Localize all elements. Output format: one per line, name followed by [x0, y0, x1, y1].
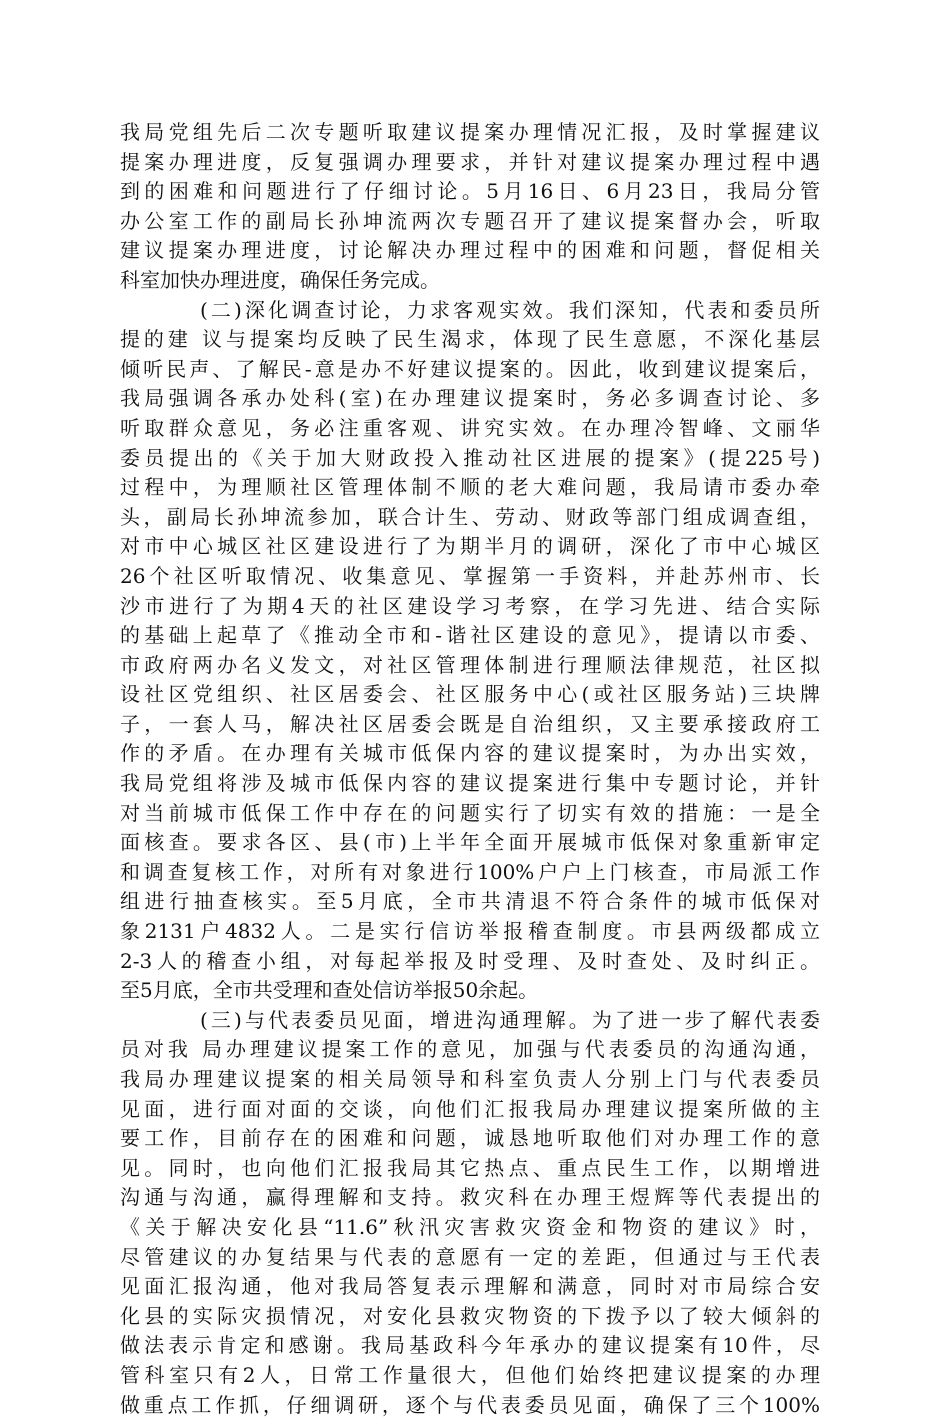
paragraph-line: 对市中心城区社区建设进行了为期半月的调研，深化了市中心城区: [120, 534, 820, 559]
paragraph-line: 《关于解决安化县“11.6”秋汛灾害救灾资金和物资的建议》时，: [120, 1214, 820, 1239]
paragraph-line: 委员提出的《关于加大财政投入推动社区进展的提案》(提225号): [120, 445, 820, 470]
paragraph-line: 办公室工作的副局长孙坤流两次专题召开了建议提案督办会，听取: [120, 208, 820, 233]
paragraph-line: 见。同时，也向他们汇报我局其它热点、重点民生工作，以期增进: [120, 1155, 820, 1180]
paragraph-line: 见面汇报沟通，他对我局答复表示理解和满意，同时对市局综合安: [120, 1274, 820, 1299]
paragraph-line: 子，一套人马，解决社区居委会既是自治组织，又主要承接政府工: [120, 711, 820, 736]
paragraph-line: 化县的实际灾损情况，对安化县救灾物资的下拨予以了较大倾斜的: [120, 1303, 820, 1328]
paragraph: [120, 1006, 820, 1420]
paragraph-line: 提的建 议与提案均反映了民生渴求，体现了民生意愿，不深化基层: [120, 327, 820, 352]
paragraph-line: 的基础上起草了《推动全市和-谐社区建设的意见》，提请以市委、: [120, 623, 820, 648]
paragraph-line: (三)与代表委员见面，增进沟通理解。为了进一步了解代表委: [200, 1007, 820, 1032]
paragraph-line: 提案办理进度，反复强调办理要求，并针对建议提案办理过程中遇: [120, 149, 820, 174]
paragraph-line: 做重点工作抓，仔细调研，逐个与代表委员见面，确保了三个100%: [120, 1392, 820, 1417]
paragraph-line: 我局办理建议提案的相关局领导和科室负责人分别上门与代表委员: [120, 1067, 820, 1091]
paragraph-line: 管科室只有2人，日常工作量很大，但他们始终把建议提案的办理: [120, 1362, 820, 1387]
paragraph-line: 要工作，目前存在的困难和问题，诚恳地听取他们对办理工作的意: [120, 1126, 820, 1151]
paragraph-line: 象2131户4832人。二是实行信访举报稽查制度。市县两级都成立: [120, 919, 820, 944]
paragraph-line: 做法表示肯定和感谢。我局基政科今年承办的建议提案有10件，尽: [120, 1333, 820, 1358]
paragraph-line: 我局党组先后二次专题听取建议提案办理情况汇报，及时掌握建议: [120, 120, 820, 144]
paragraph-line: 市政府两办名义发文，对社区管理体制进行理顺法律规范，社区拟: [120, 652, 820, 677]
paragraph-line: 建议提案办理进度，讨论解决办理过程中的困难和问题，督促相关: [120, 238, 820, 263]
paragraph-line: 见面，进行面对面的交谈，向他们汇报我局办理建议提案所做的主: [120, 1096, 820, 1121]
paragraph-line: 沟通与沟通，赢得理解和支持。救灾科在办理王煜辉等代表提出的: [120, 1185, 820, 1210]
paragraph-line: 2-3人的稽查小组，对每起举报及时受理、及时查处、及时纠正。: [120, 948, 820, 973]
paragraph-line: 设社区党组织、社区居委会、社区服务中心(或社区服务站)三块牌: [120, 682, 820, 707]
paragraph-line: 对当前城市低保工作中存在的问题实行了切实有效的措施：一是全: [120, 800, 820, 825]
paragraph-line: 员对我 局办理建议提案工作的意见，加强与代表委员的沟通沟通，: [120, 1037, 820, 1062]
paragraph-line: 26个社区听取情况、收集意见、掌握第一手资料，并赴苏州市、长: [120, 563, 820, 588]
paragraph-line: 我局强调各承办处科(室)在办理建议提案时，务必多调查讨论、多: [120, 386, 820, 411]
paragraph-line: 到的困难和问题进行了仔细讨论。5月16日、6月23日，我局分管: [120, 179, 820, 204]
paragraph-line: 作的矛盾。在办理有关城市低保内容的建议提案时，为办出实效，: [120, 741, 820, 766]
paragraph-line: 过程中，为理顺社区管理体制不顺的老大难问题，我局请市委办牵: [120, 475, 820, 500]
paragraph-line: 和调查复核工作，对所有对象进行100%户户上门核查，市局派工作: [120, 859, 820, 884]
document-body: [120, 118, 820, 1420]
paragraph-line: 我局党组将涉及城市低保内容的建议提案进行集中专题讨论，并针: [120, 771, 820, 796]
paragraph-line: 至5月底，全市共受理和查处信访举报50余起。: [120, 978, 539, 1003]
paragraph-line: 头，副局长孙坤流参加，联合计生、劳动、财政等部门组成调查组，: [120, 504, 820, 529]
paragraph-line: 听取群众意见，务必注重客观、讲究实效。在办理冷智峰、文丽华: [120, 415, 820, 440]
paragraph-line: 组进行抽查核实。至5月底，全市共清退不符合条件的城市低保对: [120, 889, 820, 914]
paragraph-line: 科室加快办理进度，确保任务完成。: [120, 267, 440, 292]
paragraph-line: 面核查。要求各区、县(市)上半年全面开展城市低保对象重新审定: [120, 830, 820, 855]
paragraph-line: 沙市进行了为期4天的社区建设学习考察，在学习先进、结合实际: [120, 593, 820, 618]
paragraph: [120, 118, 820, 296]
paragraph-line: 倾听民声、了解民-意是办不好建议提案的。因此，收到建议提案后，: [120, 356, 820, 381]
paragraph-line: 尽管建议的办复结果与代表的意愿有一定的差距，但通过与王代表: [120, 1244, 820, 1269]
paragraph: [120, 296, 820, 1006]
paragraph-line: (二)深化调查讨论，力求客观实效。我们深知，代表和委员所: [200, 297, 820, 322]
